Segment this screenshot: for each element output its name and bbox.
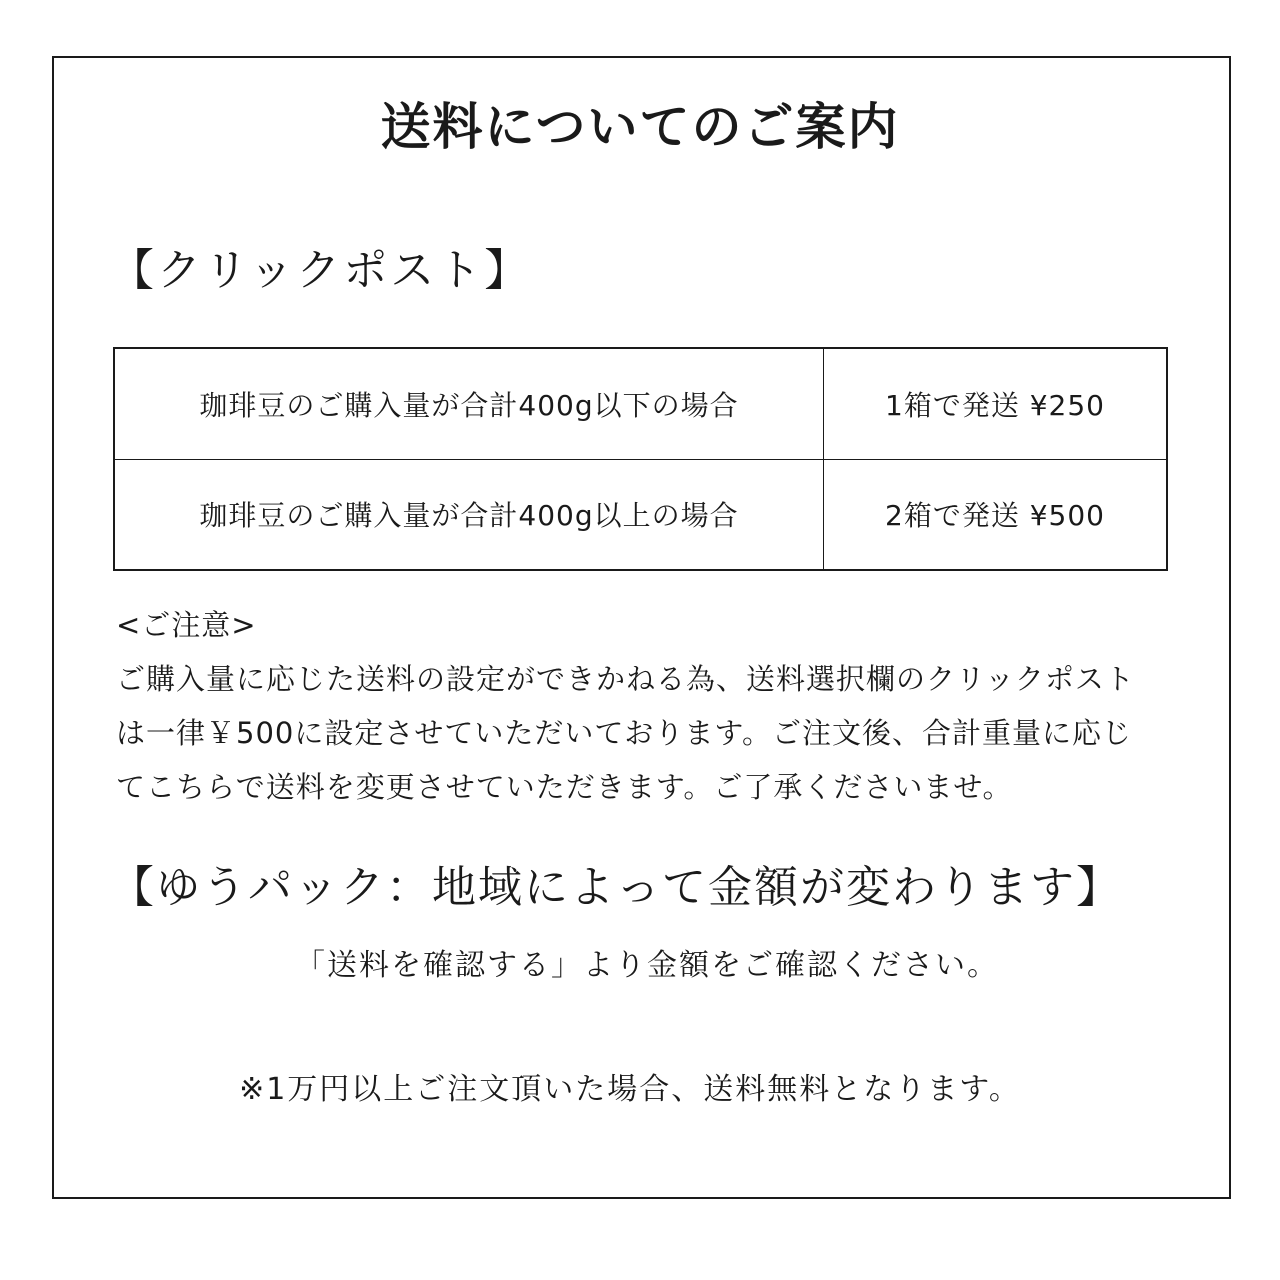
clickpost-notes xyxy=(116,598,1206,814)
table-row xyxy=(114,459,1167,570)
condition-cell: 珈琲豆のご購入量が合計400g以上の場合 xyxy=(114,459,824,570)
condition-cell: 珈琲豆のご購入量が合計400g以下の場合 xyxy=(114,348,824,459)
note-line: ご購入量に応じた送料の設定ができかねる為、送料選択欄のクリックポスト xyxy=(116,662,1135,696)
clickpost-heading: 【クリックポスト】 xyxy=(110,245,532,296)
note-line: てこちらで送料を変更させていただきます。ご了承くださいませ。 xyxy=(116,770,1013,804)
price-cell: 2箱で発送 ¥500 xyxy=(824,459,1168,570)
page-title: 送料についてのご案内 xyxy=(380,97,900,156)
table-row xyxy=(114,348,1167,459)
price-cell: 1箱で発送 ¥250 xyxy=(824,348,1168,459)
note-label: <ご注意> xyxy=(116,608,257,642)
clickpost-rate-table xyxy=(113,347,1168,571)
yupack-instruction: 「送料を確認する」より金額をご確認ください。 xyxy=(295,948,999,983)
free-shipping-note: ※1万円以上ご注文頂いた場合、送料無料となります。 xyxy=(239,1072,1021,1107)
note-line: は一律￥500に設定させていただいております。ご注文後、合計重量に応じ xyxy=(116,716,1133,750)
yupack-heading: 【ゆうパック：地域によって金額が変わります】 xyxy=(110,862,1122,913)
